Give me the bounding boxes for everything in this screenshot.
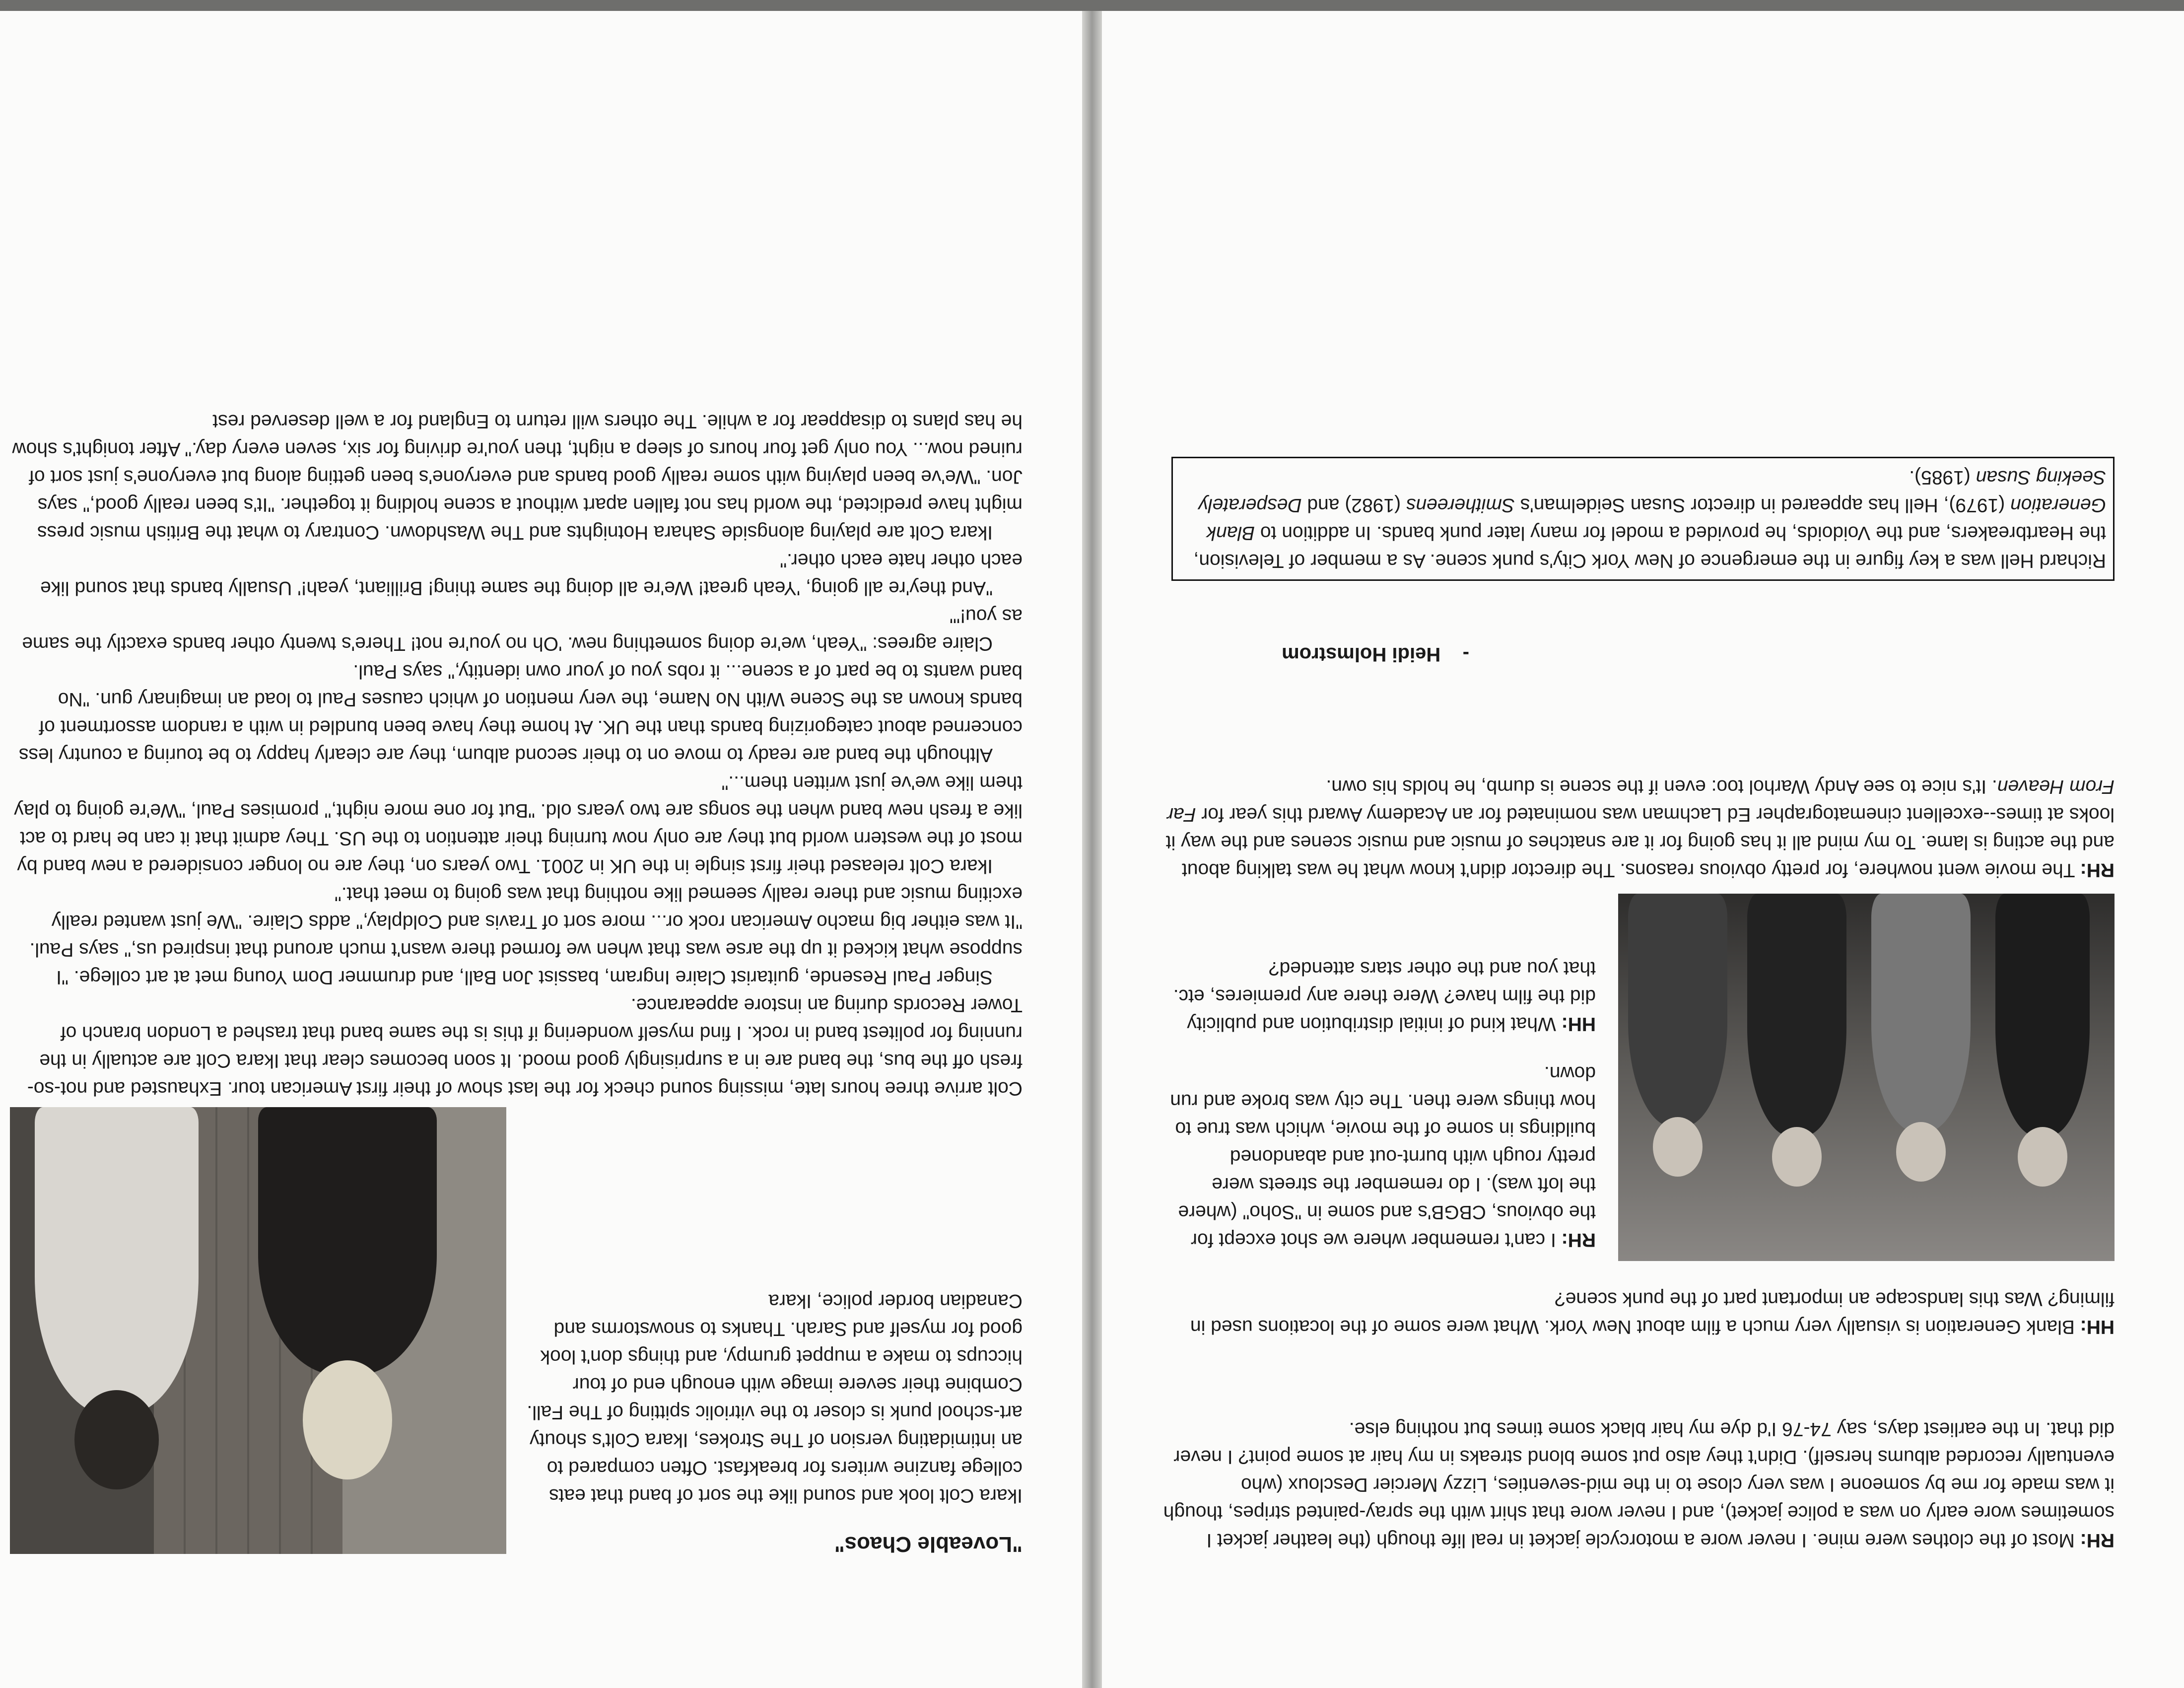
body-paragraph: Claire agrees: "Yeah, we're doing something new. 'Oh no you're not! There's twenty other bands exactly the same as you!'" [22, 605, 1023, 654]
answer-text: . It's nice to see Andy Warhol too: even if the scene is dumb, he holds his own. [1326, 776, 1997, 797]
person-figure [35, 1107, 199, 1415]
interview-question-locations [1161, 1285, 2115, 1340]
body-paragraph: Ikara Colt are playing alongside Sahara Hotnights and The Washdown. Contrary to what the British music press might have predicted, the world has not fallen apart without a scene holding it together. "It's been really good," says Jon. "We've been playing with some really good bands and everyone's been getting along but everyone's just sort of ruined now... You only get four hours of sleep a night, then you're driving for six, seven every day." After tonight's show he has plans to disappear for a while. The others will return to England for a well deserved rest [12, 411, 1023, 543]
page-gutter [1082, 0, 1102, 1688]
person-figure [1871, 894, 1971, 1132]
body-paragraph: Singer Paul Resende, guitarist Claire Ingram, bassist Jon Ball, and drummer Dom Young met at art college. "I suppose what kicked it up the arse was that when we formed there wasn't much around that inspired us," says Paul. "It was either big macho American rock or... more sort of Travis and Coldplay," adds Claire. "We just wanted really exciting music and there really seemed like nothing that was going to meet that." [29, 883, 1023, 988]
person-figure [258, 1107, 437, 1375]
film-title: Blank Generation [1206, 494, 2106, 544]
film-title: Smithereens [1406, 494, 1515, 516]
bio-text: Richard Hell was a key figure in the emergence of New York City's punk scene. As a member of Television, the Heartbreakers, and the Voidoids, he provided a model for many later punk bands. In addition to [1193, 522, 2106, 571]
speaker-label: HH: [2080, 1316, 2115, 1337]
person-head [74, 1390, 159, 1489]
person-head [1896, 1122, 1946, 1182]
answer-text: The movie went nowhere, for pretty obvious reasons. The director didn't know what he was talking about and the acting is lame. To my mind all it has going for it are snatches of music and music scenes and the way it looks at times--excellent cinematographer Ed Lachman was nominated for an Academy Award this year for [1165, 804, 2115, 881]
interview-answer-distribution [1161, 773, 2115, 884]
answer-text: I can't remember where we shot except for the obvious, CBGB's and some in "Soho" (where the loft was). I do remember the streets were pretty rough with burnt-out and abandoned buildings in some of the movie, which was true to how things were then. The city was broke and run down. [1170, 1062, 1596, 1251]
interview-answer-locations [1164, 1059, 1596, 1254]
interview-answer-clothes [1161, 1415, 2115, 1554]
speaker-label: HH: [1561, 1013, 1596, 1035]
person-figure [1995, 894, 2090, 1137]
article-body [10, 407, 1023, 1102]
person-head [2018, 1127, 2067, 1187]
article-headline: "Loveable Chaos" [834, 1532, 1023, 1556]
signature-name: Heidi Holmstrom [1282, 643, 1441, 665]
bio-text: (1985). [1909, 467, 1976, 488]
body-paragraph: Ikara Colt released their first single in the UK in 2001. Two years on, they are no longer considered a new band by most of the western world but they are only now turning their attention to the US. They admit that it can be hard to act like a fresh new band when the songs are two years old. "But for one more night," promises Paul, "We're going to play them like we've just written them..." [14, 772, 1023, 877]
speaker-label: RH: [2080, 859, 2115, 881]
body-paragraph: Colt arrive three hours late, missing sound check for the last show of their first American tour. Exhausted and not-so-fresh off the bus, the band are in a surprisingly good mood. It soon becomes clear that Ikara Colt are actually in the running for politest band in rock. I find myself wondering if this is the same band that trashed a London branch of Tower Records during an instore appearance. [27, 994, 1023, 1099]
person-figure [1628, 894, 1727, 1127]
article-page [0, 0, 1082, 1688]
speaker-label: RH: [1561, 1229, 1596, 1251]
article-intro [521, 1287, 1023, 1509]
film-title: Desperately Seeking Susan [1198, 467, 2106, 516]
speaker-label: RH: [2080, 1530, 2115, 1551]
question-text: Blank Generation is visually very much a film about New York. What were some of the locations used in filming? Was this landscape an important part of the punk scene? [1190, 1288, 2115, 1337]
person-figure [1747, 894, 1846, 1137]
author-signature [1282, 643, 1469, 665]
person-head [303, 1360, 392, 1479]
interview-page [1102, 0, 2184, 1688]
bio-text: (1979), Hell has appeared in director Susan Seidelman's [1514, 494, 2011, 516]
bio-text: (1982) and [1301, 494, 1406, 516]
body-paragraph: "And they're all going, 'Yeah great! We're all doing the same thing! Brilliant, yeah!' Usually bands that sound like each other hate each other." [40, 550, 1023, 599]
question-text: What kind of initial distribution and publicity did the film have? Were there any premieres, etc. that you and the other stars attended? [1173, 958, 1596, 1035]
bio-box [1171, 457, 2115, 581]
intro-paragraph: Ikara Colt look and sound like the sort of band that eats college fanzine writers for breakfast. Often compared to an intimidating version of The Strokes, Ikara Colt's shouty art-school punk is closer to the vitriolic spitting of The Fall. Combine their severe image with enough end of tour hiccups to make a muppet grumpy, and things don't look good for myself and Sarah. Thanks to snowstorms and Canadian border police, Ikara [527, 1290, 1023, 1506]
ikara-colt-photo [10, 1107, 506, 1554]
answer-text: Most of the clothes were mine. I never wore a motorcycle jacket in real life though (the leather jacket I sometimes wore early on was a police jacket), and I never wore that shirt with the spray-painted stripes, though it was made for me by someone I was very close to in the mid-seventies, Lizzy Mercier Descloux (who eventually recorded albums herself). Didn't they also put some blond streaks in my hair at some point? I never did that. In the earliest days, say 74-76 I'd dye my hair black some times but nothing else. [1163, 1418, 2115, 1551]
person-head [1772, 1127, 1822, 1187]
interview-question-distribution [1164, 954, 1596, 1038]
body-paragraph: Although the band are ready to move on to their second album, they are clearly happy to be touring a country less concerned about categorizing bands than the UK. At home they have been bundled in with a random assortment of bands known as the Scene With No Name, the very mention of which causes Paul to load an imaginary gun. "No band wants to be part of a scene... it robs you of your own identity," says Paul. [18, 661, 1023, 766]
scan-edge [0, 0, 2184, 11]
signature-dash: - [1462, 643, 1469, 665]
film-title: Far From Heaven [1166, 776, 2115, 825]
band-photo [1618, 894, 2115, 1261]
person-head [1653, 1117, 1703, 1177]
